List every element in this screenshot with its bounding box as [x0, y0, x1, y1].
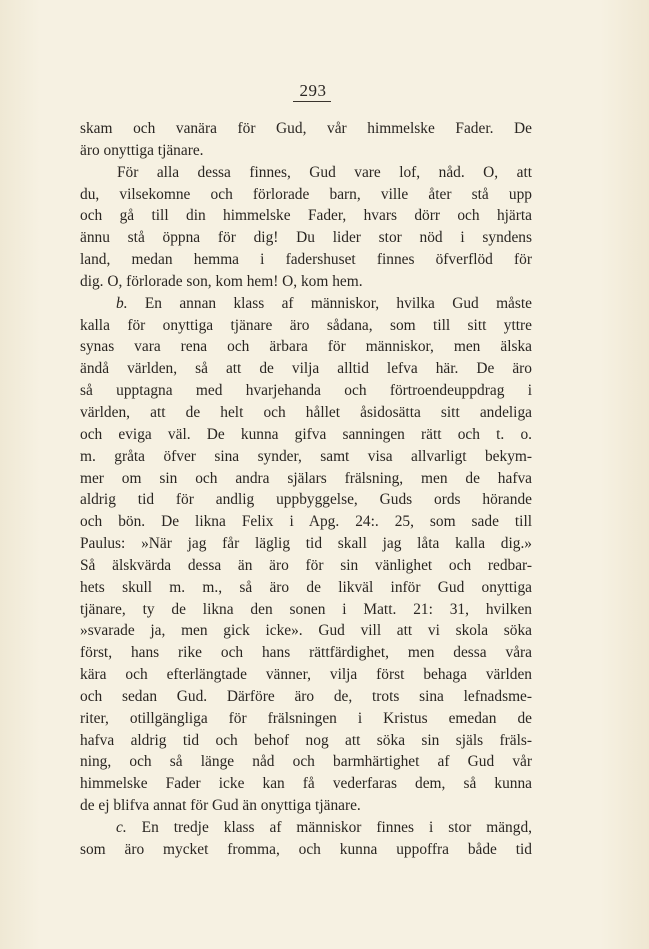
line-text: ändå världen, så att de vilja alltid lefva här. De äro	[80, 360, 532, 378]
text-line	[80, 533, 532, 555]
line-text: Paulus: »När jag får läglig tid skall jag låta kalla dig.»	[80, 535, 532, 553]
text-line	[80, 773, 532, 795]
text-line	[80, 249, 532, 271]
text-line	[80, 599, 532, 621]
text-line	[80, 664, 532, 686]
text-line	[80, 315, 532, 337]
line-text: himmelske Fader icke kan få vederfaras dem, så kunna	[80, 775, 532, 793]
line-text: En tredje klass af människor finnes i stor mängd,	[141, 819, 532, 836]
text-line	[80, 511, 532, 533]
text-line	[80, 489, 532, 511]
text-line	[80, 336, 532, 358]
line-text: de ej blifva annat för Gud än onyttiga tjänare.	[80, 797, 361, 815]
line-text: En annan klass af människor, hvilka Gud måste	[144, 294, 532, 312]
text-line	[80, 293, 532, 315]
line-text: riter, otillgängliga för frälsningen i Kristus emedan de	[80, 709, 532, 727]
line-text: dig. O, förlorade son, kom hem! O, kom hem.	[80, 272, 363, 290]
text-line	[80, 205, 532, 227]
text-line	[80, 184, 532, 206]
line-text: ännu stå öppna för dig! Du lider stor nöd i syndens	[80, 229, 532, 247]
section-letter: c.	[116, 819, 127, 836]
text-line	[80, 577, 532, 599]
text-line	[80, 402, 532, 424]
line-text: så upptagna med hvarjehanda och förtroendeuppdrag i	[80, 382, 532, 400]
text-line	[80, 140, 532, 162]
line-text: ning, och så länge nåd och barmhärtighet af Gud vår	[80, 753, 532, 771]
text-line	[80, 424, 532, 446]
text-line	[80, 730, 532, 752]
text-line	[80, 358, 532, 380]
line-text: hets skull m. m., så äro de likväl inför Gud onyttiga	[80, 578, 532, 596]
line-text: äro onyttiga tjänare.	[80, 141, 204, 159]
line-text: För alla dessa finnes, Gud vare lof, nåd. O, att	[117, 163, 532, 181]
page-number-rule	[293, 101, 331, 102]
line-text: världen, att de helt och hållet åsidosätta sitt andeliga	[80, 403, 532, 421]
text-line	[80, 686, 532, 708]
text-line	[80, 118, 532, 140]
text-line	[80, 227, 532, 249]
line-text: som äro mycket fromma, och kunna uppoffra både tid	[80, 840, 532, 858]
text-line	[80, 817, 532, 839]
line-text: skam och vanära för Gud, vår himmelske Fader. De	[80, 120, 532, 137]
text-line	[80, 555, 532, 577]
line-text: du, vilsekomne och förlorade barn, ville åter stå upp	[80, 185, 532, 203]
line-text: land, medan hemma i fadershuset finnes öfverflöd för	[80, 251, 532, 269]
text-line	[80, 839, 532, 861]
line-text: och sedan Gud. Därföre äro de, trots sina lefnadsme-	[80, 687, 532, 705]
line-text: mer om sin och andra själars frälsning, men de hafva	[80, 469, 532, 487]
line-text: och eviga väl. De kunna gifva sanningen rätt och t. o.	[80, 425, 532, 443]
text-line	[80, 708, 532, 730]
line-text: aldrig tid för andlig uppbyggelse, Guds ords hörande	[80, 491, 532, 509]
page-number: 293	[299, 81, 327, 100]
line-text: kalla för onyttiga tjänare äro sådana, som till sitt yttre	[80, 316, 532, 334]
section-letter: b.	[116, 294, 128, 312]
text-line	[80, 380, 532, 402]
line-text: hafva aldrig tid och behof nog att söka sin själs fräls-	[80, 731, 532, 749]
text-line	[80, 642, 532, 664]
line-text: m. gråta öfver sina synder, samt visa allvarligt bekym-	[80, 447, 532, 465]
line-text: först, hans rike och hans rättfärdighet, men dessa våra	[80, 644, 532, 662]
body-text	[80, 118, 532, 861]
text-line	[80, 468, 532, 490]
text-line	[80, 795, 532, 817]
line-text: och bön. De likna Felix i Apg. 24:. 25, som sade till	[80, 513, 532, 531]
text-line	[80, 271, 532, 293]
line-text: »svarade ja, men gick icke». Gud vill att vi skola söka	[80, 622, 532, 640]
text-line	[80, 620, 532, 642]
text-line	[80, 162, 532, 184]
line-text: och gå till din himmelske Fader, hvars dörr och hjärta	[80, 207, 532, 225]
line-text: Så älskvärda dessa än äro för sin vänlighet och redbar-	[80, 556, 532, 574]
line-text: tjänare, ty de likna den sonen i Matt. 21: 31, hvilken	[80, 600, 532, 618]
line-text: kära och efterlängtade vänner, vilja först behaga världen	[80, 666, 532, 684]
text-line	[80, 751, 532, 773]
text-line	[80, 446, 532, 468]
line-text: synas vara rena och ärbara för människor, men älska	[80, 338, 532, 356]
